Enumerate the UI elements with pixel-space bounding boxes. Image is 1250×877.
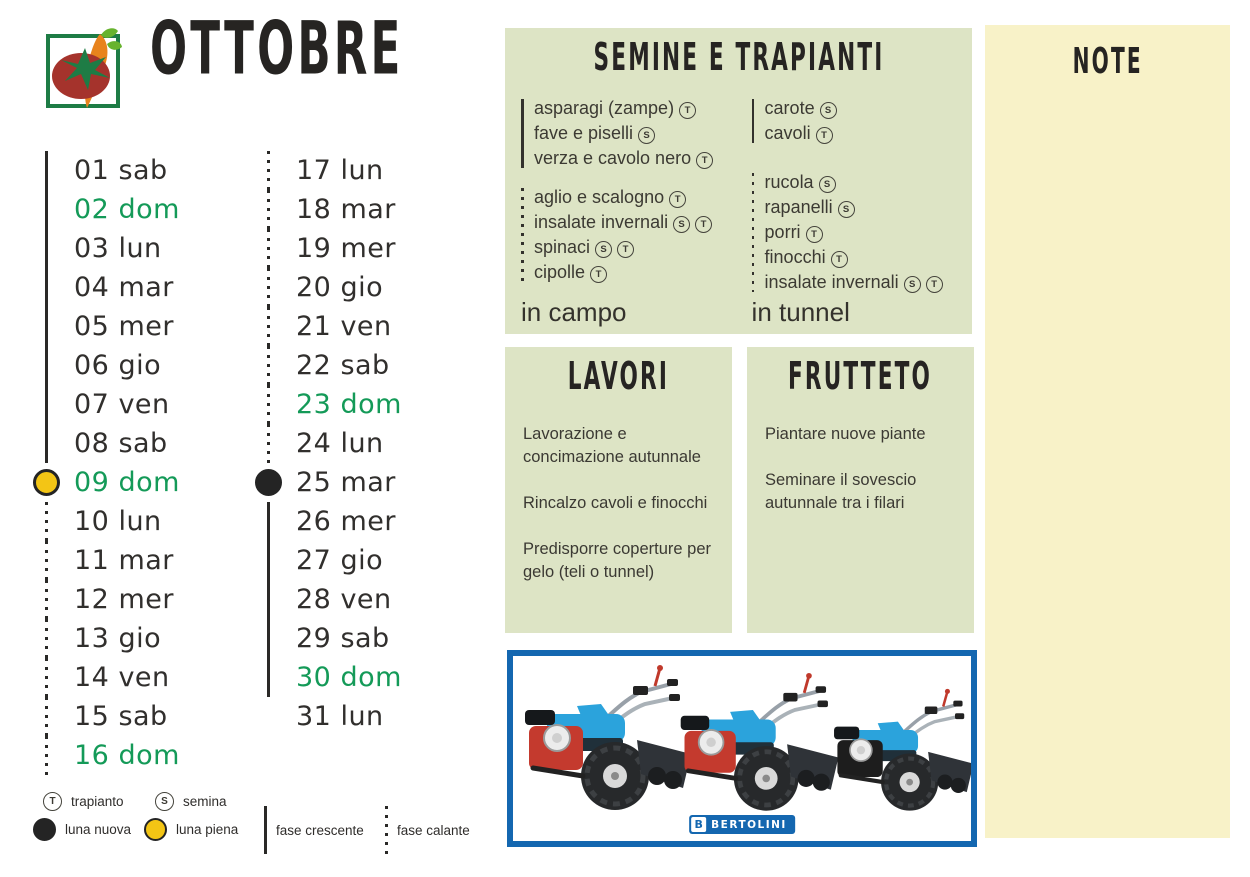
trapianto-icon: T xyxy=(816,127,833,144)
legend-luna-piena-label: luna piena xyxy=(176,822,239,837)
semina-icon: S xyxy=(820,102,837,119)
frutteto-title xyxy=(747,354,974,403)
dotted-line-icon xyxy=(385,806,388,854)
waning-phase-line xyxy=(254,307,282,346)
day-label: 10 lun xyxy=(74,506,162,537)
calendar-day-09 xyxy=(32,463,252,502)
new-moon-icon xyxy=(33,818,56,841)
semine-campo-column xyxy=(521,96,752,328)
frutteto-paragraph: Piantare nuove piante xyxy=(765,425,926,443)
frutteto-body xyxy=(747,403,974,515)
new-moon-icon xyxy=(254,463,282,502)
solid-line-icon xyxy=(264,806,267,854)
day-label: 26 mer xyxy=(296,506,396,537)
calendar-day-28 xyxy=(254,580,474,619)
new-moon-icon xyxy=(255,469,282,496)
crop-item xyxy=(534,260,752,285)
calendar-day-29 xyxy=(254,619,474,658)
day-label: 22 sab xyxy=(296,350,390,381)
calendar-day-12 xyxy=(32,580,252,619)
trapianto-icon: T xyxy=(669,191,686,208)
lavori-body xyxy=(505,403,732,584)
day-label: 27 gio xyxy=(296,545,384,576)
semine-group-campo-1 xyxy=(521,96,752,171)
lavori-paragraph: Rincalzo cavoli e finocchi xyxy=(523,494,708,512)
waxing-phase-line xyxy=(32,151,60,190)
legend-fase-crescente-label: fase crescente xyxy=(276,822,364,838)
trapianto-icon: T xyxy=(806,226,823,243)
lavori-title-text: LAVORI xyxy=(567,354,670,400)
frutteto-title-text: FRUTTETO xyxy=(788,354,933,400)
calendar-day-15 xyxy=(32,697,252,736)
trapianto-icon: T xyxy=(590,266,607,283)
frutteto-box xyxy=(747,347,974,633)
waxing-phase-line xyxy=(254,580,282,619)
calendar-day-05 xyxy=(32,307,252,346)
crop-item xyxy=(765,270,956,295)
calendar-day-14 xyxy=(32,658,252,697)
calendar-day-04 xyxy=(32,268,252,307)
crop-item xyxy=(534,121,752,146)
waning-phase-line xyxy=(32,541,60,580)
crop-name: fave e piselli xyxy=(534,123,634,143)
lavori-title xyxy=(505,354,732,403)
waxing-phase-line xyxy=(32,268,60,307)
day-label: 05 mer xyxy=(74,311,174,342)
legend-fase-calante xyxy=(385,806,470,854)
crop-name: spinaci xyxy=(534,237,591,257)
full-moon-icon xyxy=(33,469,60,496)
crop-name: porri xyxy=(764,222,801,242)
frutteto-paragraph: Seminare il sovescio autunnale tra i filari xyxy=(765,471,917,512)
full-moon-icon xyxy=(32,463,60,502)
crop-item xyxy=(534,185,752,210)
in-campo-label: in campo xyxy=(521,297,627,327)
calendar-day-25 xyxy=(254,463,474,502)
legend-trapianto xyxy=(38,792,124,811)
calendar-day-03 xyxy=(32,229,252,268)
day-label: 15 sab xyxy=(74,701,168,732)
legend-luna-piena xyxy=(144,818,238,841)
note-title xyxy=(985,39,1230,87)
crop-item xyxy=(765,170,956,195)
trapianto-icon: T xyxy=(617,241,634,258)
day-label: 04 mar xyxy=(74,272,174,303)
waning-phase-line xyxy=(32,697,60,736)
solid-line-icon xyxy=(752,99,755,143)
calendar-day-06 xyxy=(32,346,252,385)
waxing-phase-line xyxy=(32,307,60,346)
crop-name: insalate invernali xyxy=(534,212,669,232)
waning-phase-line xyxy=(254,229,282,268)
day-label: 06 gio xyxy=(74,350,162,381)
calendar-day-21 xyxy=(254,307,474,346)
semine-group-tunnel-2 xyxy=(752,170,956,295)
semine-title-text: SEMINE E TRAPIANTI xyxy=(593,35,884,81)
waning-phase-line xyxy=(254,346,282,385)
crop-item xyxy=(534,235,752,260)
semine-trapianti-box xyxy=(505,28,972,334)
day-label: 02 dom xyxy=(74,194,180,225)
day-label: 19 mer xyxy=(296,233,396,264)
crop-item xyxy=(765,121,956,146)
day-label: 03 lun xyxy=(74,233,162,264)
calendar-day-23 xyxy=(254,385,474,424)
bertolini-logo xyxy=(689,815,795,834)
waxing-phase-line xyxy=(254,619,282,658)
day-label: 29 sab xyxy=(296,623,390,654)
day-label: 13 gio xyxy=(74,623,162,654)
crop-name: rucola xyxy=(764,172,814,192)
waning-phase-line xyxy=(254,385,282,424)
legend-fase-crescente xyxy=(264,806,364,854)
crop-item xyxy=(765,245,956,270)
legend-fase-calante-label: fase calante xyxy=(397,822,470,838)
semine-title xyxy=(505,35,972,84)
day-label: 28 ven xyxy=(296,584,392,615)
full-moon-icon xyxy=(144,818,167,841)
crop-name: aglio e scalogno xyxy=(534,187,665,207)
brand-logo xyxy=(44,26,126,114)
calendar-day-08 xyxy=(32,424,252,463)
waning-phase-line xyxy=(254,424,282,463)
trapianto-icon: T xyxy=(679,102,696,119)
crop-name: cipolle xyxy=(534,262,586,282)
calendar-day-01 xyxy=(32,151,252,190)
day-label: 30 dom xyxy=(296,662,402,693)
trapianto-icon: T xyxy=(43,792,62,811)
note-box xyxy=(985,25,1230,838)
bertolini-brand-text: BERTOLINI xyxy=(711,818,787,831)
day-label: 25 mar xyxy=(296,467,396,498)
semina-icon: S xyxy=(838,201,855,218)
page-title xyxy=(150,7,475,97)
lavori-paragraph: Predisporre coperture per gelo (teli o tunnel) xyxy=(523,540,712,581)
bertolini-b-icon: B xyxy=(691,817,706,832)
legend-luna-nuova xyxy=(33,818,131,841)
waning-phase-line xyxy=(32,580,60,619)
crop-item xyxy=(534,210,752,235)
waxing-phase-line xyxy=(32,424,60,463)
day-label: 31 lun xyxy=(296,701,384,732)
semine-group-tunnel-1 xyxy=(752,96,956,146)
day-label: 16 dom xyxy=(74,740,180,771)
calendar-day-02 xyxy=(32,190,252,229)
calendar-day-22 xyxy=(254,346,474,385)
crop-item xyxy=(534,96,752,121)
bertolini-ad-panel xyxy=(507,650,977,847)
calendar-day-27 xyxy=(254,541,474,580)
legend-luna-nuova-label: luna nuova xyxy=(65,822,132,837)
waning-phase-line xyxy=(254,151,282,190)
calendar-column-1 xyxy=(32,151,252,775)
day-label: 20 gio xyxy=(296,272,384,303)
dotted-line-icon xyxy=(521,188,524,282)
semina-icon: S xyxy=(904,276,921,293)
waxing-phase-line xyxy=(254,502,282,541)
semine-columns xyxy=(505,96,972,328)
crop-name: insalate invernali xyxy=(764,272,899,292)
day-label: 09 dom xyxy=(74,467,180,498)
calendar-day-17 xyxy=(254,151,474,190)
calendar-day-13 xyxy=(32,619,252,658)
day-label: 21 ven xyxy=(296,311,392,342)
trapianto-icon: T xyxy=(696,152,713,169)
waning-phase-line xyxy=(254,268,282,307)
calendar-day-07 xyxy=(32,385,252,424)
semina-icon: S xyxy=(673,216,690,233)
semina-icon: S xyxy=(155,792,174,811)
semine-tunnel-column xyxy=(752,96,956,328)
no-phase-marker xyxy=(254,697,282,736)
semina-icon: S xyxy=(638,127,655,144)
calendar-day-11 xyxy=(32,541,252,580)
dotted-line-icon xyxy=(752,173,755,292)
waxing-phase-line xyxy=(32,190,60,229)
calendar-day-19 xyxy=(254,229,474,268)
legend-semina-label: semina xyxy=(183,794,227,809)
crop-name: rapanelli xyxy=(764,197,833,217)
semine-group-campo-2 xyxy=(521,185,752,285)
trapianto-icon: T xyxy=(831,251,848,268)
waxing-phase-line xyxy=(254,541,282,580)
waxing-phase-line xyxy=(32,229,60,268)
calendar-day-24 xyxy=(254,424,474,463)
day-label: 14 ven xyxy=(74,662,170,693)
crop-item xyxy=(765,96,956,121)
day-label: 08 sab xyxy=(74,428,168,459)
crop-name: asparagi (zampe) xyxy=(534,98,675,118)
legend-semina xyxy=(150,792,227,811)
lavori-paragraph: Lavorazione e concimazione autunnale xyxy=(523,425,701,466)
crop-name: cavoli xyxy=(764,123,811,143)
calendar-day-31 xyxy=(254,697,474,736)
crop-item xyxy=(534,146,752,171)
waning-phase-line xyxy=(32,736,60,775)
crop-name: verza e cavolo nero xyxy=(534,148,692,168)
day-label: 11 mar xyxy=(74,545,174,576)
day-label: 24 lun xyxy=(296,428,384,459)
day-label: 07 ven xyxy=(74,389,170,420)
waning-phase-line xyxy=(254,190,282,229)
calendar-day-20 xyxy=(254,268,474,307)
lavori-box xyxy=(505,347,732,633)
crop-name: finocchi xyxy=(764,247,826,267)
semina-icon: S xyxy=(595,241,612,258)
trapianto-icon: T xyxy=(695,216,712,233)
trapianto-icon: T xyxy=(926,276,943,293)
calendar-day-10 xyxy=(32,502,252,541)
waning-phase-line xyxy=(32,619,60,658)
calendar-day-16 xyxy=(32,736,252,775)
crop-item xyxy=(765,195,956,220)
semina-icon: S xyxy=(819,176,836,193)
calendar-day-30 xyxy=(254,658,474,697)
waxing-phase-line xyxy=(254,658,282,697)
day-label: 18 mar xyxy=(296,194,396,225)
day-label: 23 dom xyxy=(296,389,402,420)
tractors-illustration xyxy=(513,656,971,816)
tomato-carrot-icon xyxy=(44,26,126,114)
legend-trapianto-label: trapianto xyxy=(71,794,124,809)
waxing-phase-line xyxy=(32,346,60,385)
month-title-text: OTTOBRE xyxy=(150,7,404,92)
calendar-day-26 xyxy=(254,502,474,541)
calendar-column-2 xyxy=(254,151,474,736)
note-title-text: NOTE xyxy=(1072,39,1143,82)
crop-name: carote xyxy=(764,98,815,118)
day-label: 17 lun xyxy=(296,155,384,186)
calendar-day-18 xyxy=(254,190,474,229)
solid-line-icon xyxy=(521,99,524,168)
waxing-phase-line xyxy=(32,385,60,424)
waning-phase-line xyxy=(32,502,60,541)
day-label: 01 sab xyxy=(74,155,168,186)
day-label: 12 mer xyxy=(74,584,174,615)
crop-item xyxy=(765,220,956,245)
waning-phase-line xyxy=(32,658,60,697)
in-tunnel-label: in tunnel xyxy=(751,297,850,327)
